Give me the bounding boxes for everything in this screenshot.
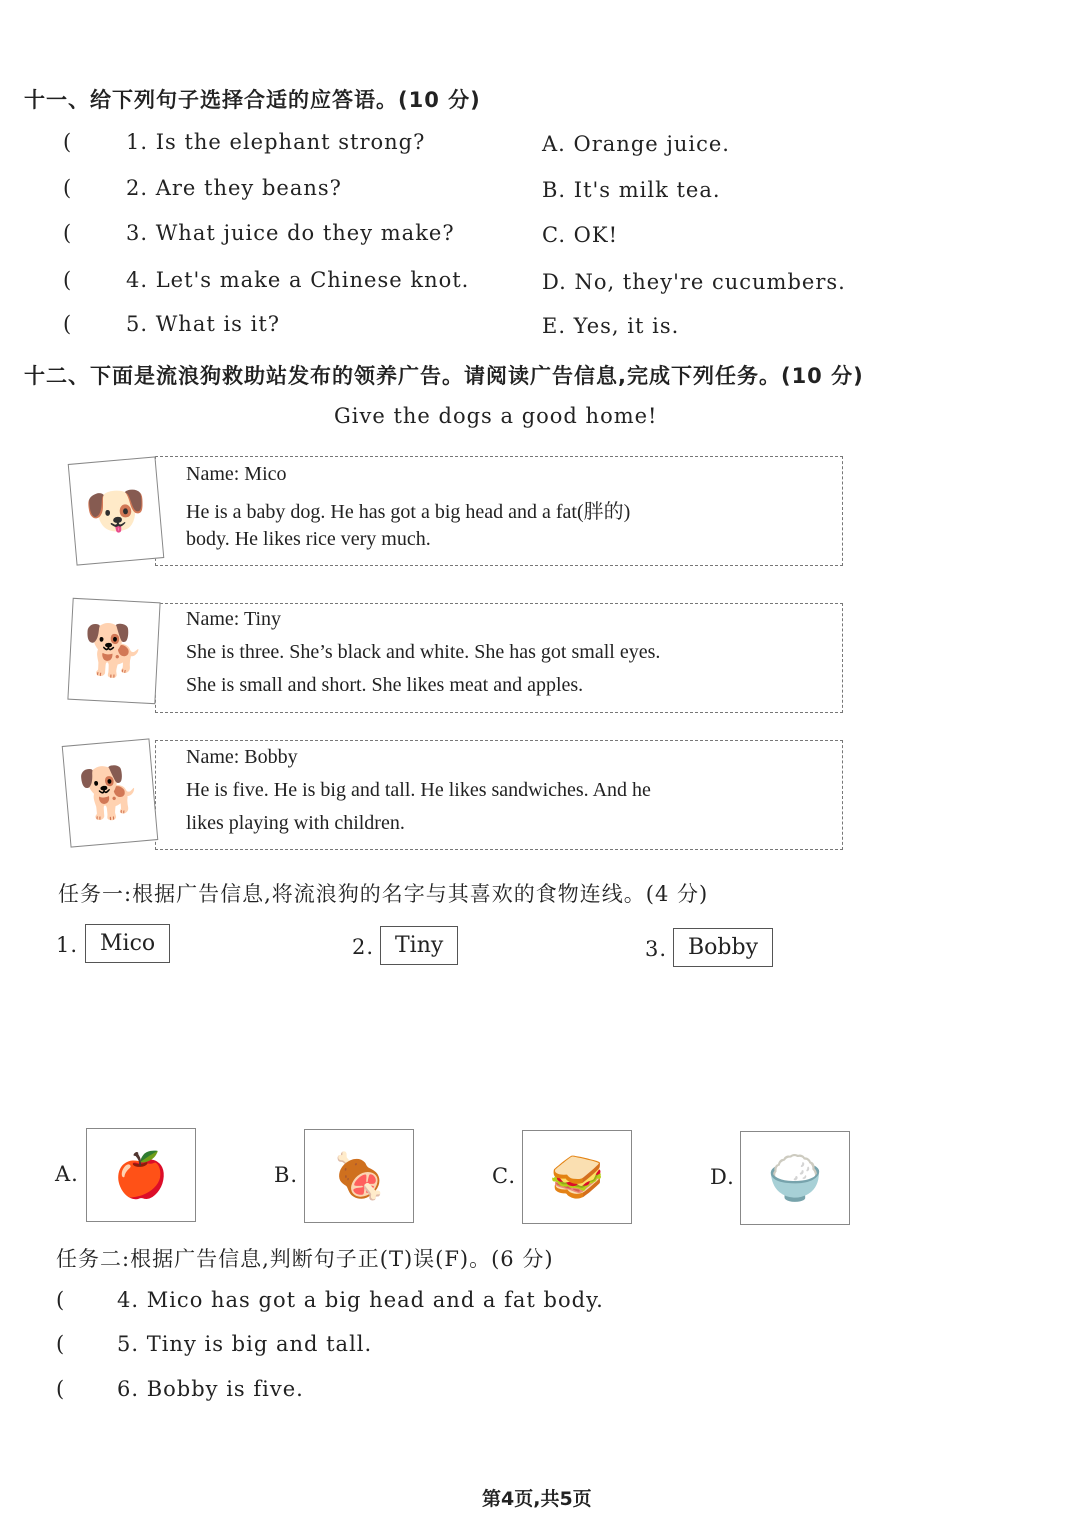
ad-title: Give the dogs a good home! bbox=[334, 404, 658, 428]
food-label: B. bbox=[274, 1163, 299, 1187]
rice-bowl-icon[interactable]: 🍚 bbox=[740, 1131, 850, 1225]
food-label: D. bbox=[710, 1165, 735, 1189]
answer-option: D. No, they're cucumbers. bbox=[542, 270, 846, 294]
answer-blank[interactable]: ( bbox=[56, 1332, 66, 1356]
food-label: A. bbox=[55, 1162, 79, 1186]
question: 3. What juice do they make? bbox=[126, 221, 455, 245]
tf-statement: 4. Mico has got a big head and a fat body. bbox=[117, 1288, 604, 1312]
item-number: 3. bbox=[645, 937, 668, 961]
dog-desc: She is three. She’s black and white. She has got small eyes. bbox=[186, 641, 661, 663]
sandwich-icon[interactable]: 🥪 bbox=[522, 1130, 632, 1224]
section-11-title: 十一、给下列句子选择合适的应答语。(10 分) bbox=[24, 88, 481, 112]
item-number: 2. bbox=[352, 935, 375, 959]
task-2-title: 任务二:根据广告信息,判断句子正(T)误(F)。(6 分) bbox=[56, 1247, 554, 1271]
meat-plate-icon[interactable]: 🍖 bbox=[304, 1129, 414, 1223]
page-footer: 第4页,共5页 bbox=[482, 1488, 592, 1510]
spotted-dog-icon: 🐕 bbox=[67, 598, 160, 704]
question: 1. Is the elephant strong? bbox=[126, 130, 426, 154]
dog-name: Name: Bobby bbox=[186, 746, 298, 768]
tf-statement: 5. Tiny is big and tall. bbox=[117, 1332, 373, 1356]
dog-desc: She is small and short. She likes meat and apples. bbox=[186, 674, 584, 696]
dog-desc: body. He likes rice very much. bbox=[186, 528, 431, 550]
question: 4. Let's make a Chinese knot. bbox=[126, 268, 470, 292]
answer-blank[interactable]: ( bbox=[63, 221, 73, 245]
name-box-mico[interactable]: Mico bbox=[85, 924, 170, 963]
answer-blank[interactable]: ( bbox=[63, 176, 73, 200]
dog-desc: He is five. He is big and tall. He likes sandwiches. And he bbox=[186, 779, 651, 801]
answer-blank[interactable]: ( bbox=[56, 1377, 66, 1401]
dog-card-mico bbox=[155, 456, 843, 566]
answer-blank[interactable]: ( bbox=[63, 312, 73, 336]
section-12-title: 十二、下面是流浪狗救助站发布的领养广告。请阅读广告信息,完成下列任务。(10 分) bbox=[24, 364, 864, 388]
dog-name: Name: Mico bbox=[186, 463, 287, 485]
question: 5. What is it? bbox=[126, 312, 281, 336]
answer-blank[interactable]: ( bbox=[63, 130, 73, 154]
answer-blank[interactable]: ( bbox=[63, 268, 73, 292]
puppy-icon: 🐶 bbox=[68, 456, 165, 565]
dog-card-tiny bbox=[155, 603, 843, 713]
answer-blank[interactable]: ( bbox=[56, 1288, 66, 1312]
item-number: 1. bbox=[56, 933, 79, 957]
dog-desc: He is a baby dog. He has got a big head and a fat(胖的) bbox=[186, 501, 631, 523]
answer-option: C. OK! bbox=[542, 223, 619, 247]
answer-option: A. Orange juice. bbox=[542, 132, 730, 156]
question: 2. Are they beans? bbox=[126, 176, 342, 200]
dog-card-bobby bbox=[155, 740, 843, 850]
task-1-title: 任务一:根据广告信息,将流浪狗的名字与其喜欢的食物连线。(4 分) bbox=[58, 882, 709, 906]
name-box-bobby[interactable]: Bobby bbox=[673, 928, 773, 967]
answer-option: B. It's milk tea. bbox=[542, 178, 721, 202]
tf-statement: 6. Bobby is five. bbox=[117, 1377, 304, 1401]
dog-desc: likes playing with children. bbox=[186, 812, 405, 834]
name-box-tiny[interactable]: Tiny bbox=[380, 926, 458, 965]
apples-icon[interactable]: 🍎 bbox=[86, 1128, 196, 1222]
dog-name: Name: Tiny bbox=[186, 608, 282, 630]
sitting-dog-icon: 🐕 bbox=[62, 738, 159, 847]
food-label: C. bbox=[492, 1164, 516, 1188]
answer-option: E. Yes, it is. bbox=[542, 314, 680, 338]
